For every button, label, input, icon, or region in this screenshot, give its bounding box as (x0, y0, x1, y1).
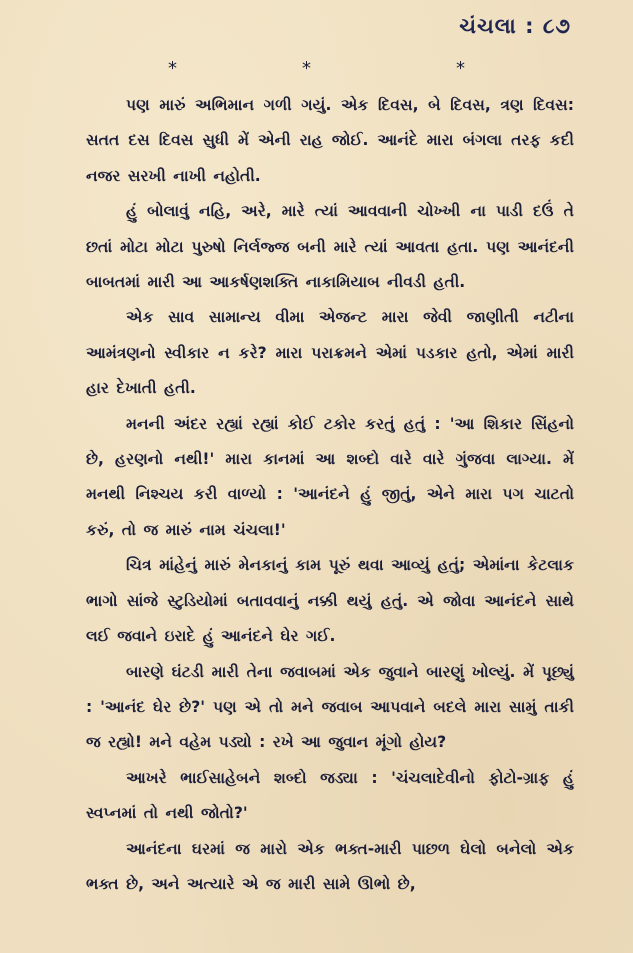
paragraph: બારણે ઘંટડી મારી તેના જવાબમાં એક જુવાને બારણું ખોલ્યું. મેં પૂછ્યું : 'આનંદ ઘેર છે?' પણ એ તો મને જવાબ આપવાને બદલે મારા સામું તાકી જ રહ્યો! મને વહેમ પડ્યો : રખે આ જુવાન મૂંગો હોય? (86, 662, 574, 752)
paragraph: પણ મારું અભિમાન ગળી ગયું. એક દિવસ, બે દિવસ, ત્રણ દિવસ: સતત દસ દિવસ સુધી મેં એની રાહ જોઈ. આનંદે મારા બંગલા તરફ કદી નજર સરખી નાખી નહોતી. (86, 96, 574, 185)
separator-star: * (456, 58, 465, 79)
paragraph: આનંદના ઘરમાં જ મારો એક ભક્ત-મારી પાછળ ઘેલો બનેલો એક ભક્ત છે, અને અત્યારે એ જ મારી સામે ઊભો છે, (86, 839, 574, 893)
paragraph: મનની અંદર રહ્યાં રહ્યાં કોઈ ટકોર કરતું હતું : 'આ શિકાર સિંહનો છે, હરણનો નથી!' મારા કાનમાં આ શબ્દો વારે વારે ગુંજવા લાગ્યા. મેં મનથી નિશ્ચય કરી વાળ્યો : 'આનંદને હું જીતું, એને મારા પગ ચાટતો કરું, તો જ મારું નામ ચંચલા!' (86, 414, 574, 539)
separator-star: * (168, 58, 177, 79)
running-header: ચંચલા : ૮૭ (459, 14, 571, 38)
section-separator (0, 58, 633, 82)
paragraph: ચિત્ર માંહેનું મારું મેનકાનું કામ પૂરું થવા આવ્યું હતું; એમાંના કેટલાક ભાગો સાંજે સ્ટુડિયોમાં બતાવવાનું નક્કી થયું હતું. એ જોવા આનંદને સાથે લઈ જવાને ઇરાદે હું આનંદને ઘેર ગઈ. (86, 556, 574, 646)
paragraph: આખરે ભાઈસાહેબને શબ્દો જડ્યા : 'ચંચલાદેવીનો ફોટો-ગ્રાફ હું સ્વપ્નમાં તો નથી જોતો?' (86, 768, 574, 823)
paragraph: એક સાવ સામાન્ય વીમા એજન્ટ મારા જેવી જાણીતી નટીના આમંત્રણનો સ્વીકાર ન કરે? મારા પરાક્રમને એમાં પડકાર હતો, એમાં મારી હાર દેખાતી હતી. (86, 308, 574, 398)
paragraph: હું બોલાવું નહિ, અરે, મારે ત્યાં આવવાની ચોખ્ખી ના પાડી દઉં તે છતાં મોટા મોટા પુરુષો નિર્લજ્જ બની મારે ત્યાં આવતા હતા. પણ આનંદની બાબતમાં મારી આ આકર્ષણશક્તિ નાકામિયાબ નીવડી હતી. (86, 202, 574, 292)
body-text (86, 88, 574, 902)
separator-star: * (302, 58, 311, 79)
